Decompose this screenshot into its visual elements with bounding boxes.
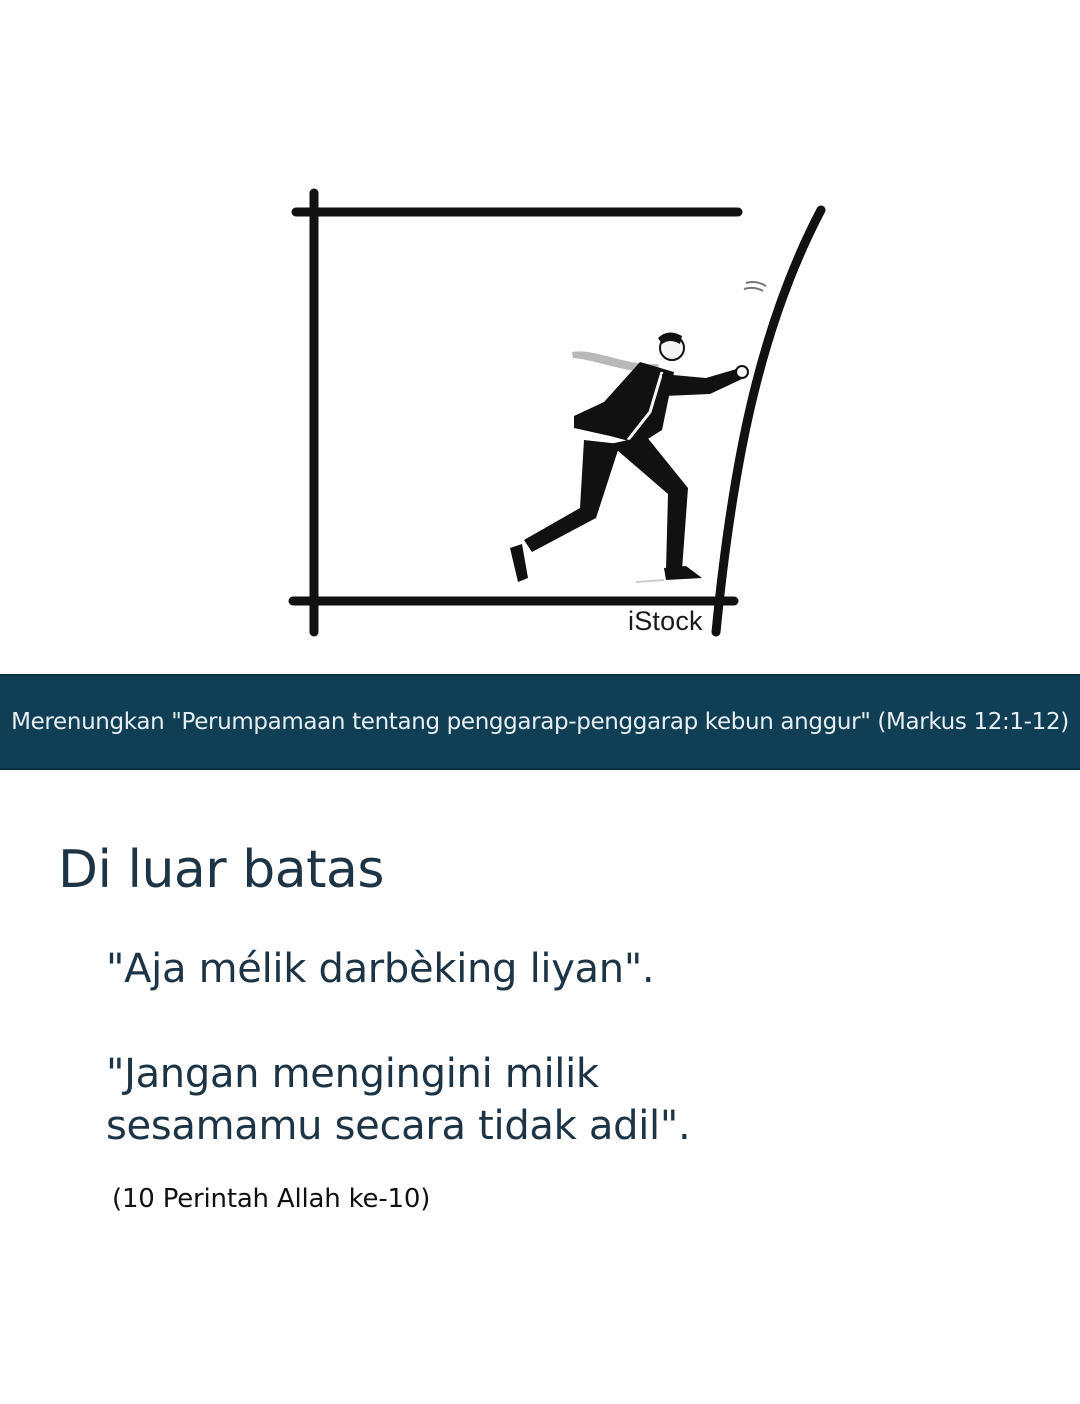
banner-text: Merenungkan "Perumpamaan tentang penggarap-penggarap kebun anggur" (Markus 12:1-12) [11, 709, 1069, 735]
boundary-illustration [0, 0, 1080, 672]
page-title: Di luar batas [58, 840, 384, 900]
quote-indonesian-line1: "Jangan mengingini milik [106, 1051, 599, 1097]
istock-watermark: iStock [628, 606, 703, 636]
citation: (10 Perintah Allah ke-10) [112, 1184, 431, 1214]
series-banner [0, 674, 1080, 770]
quote-indonesian [106, 1048, 690, 1152]
frame-icon [293, 193, 821, 632]
quote-indonesian-line2: sesamamu secara tidak adil". [106, 1103, 691, 1149]
illustration [0, 0, 1080, 672]
quote-javanese: "Aja mélik darbèking liyan". [106, 946, 655, 992]
